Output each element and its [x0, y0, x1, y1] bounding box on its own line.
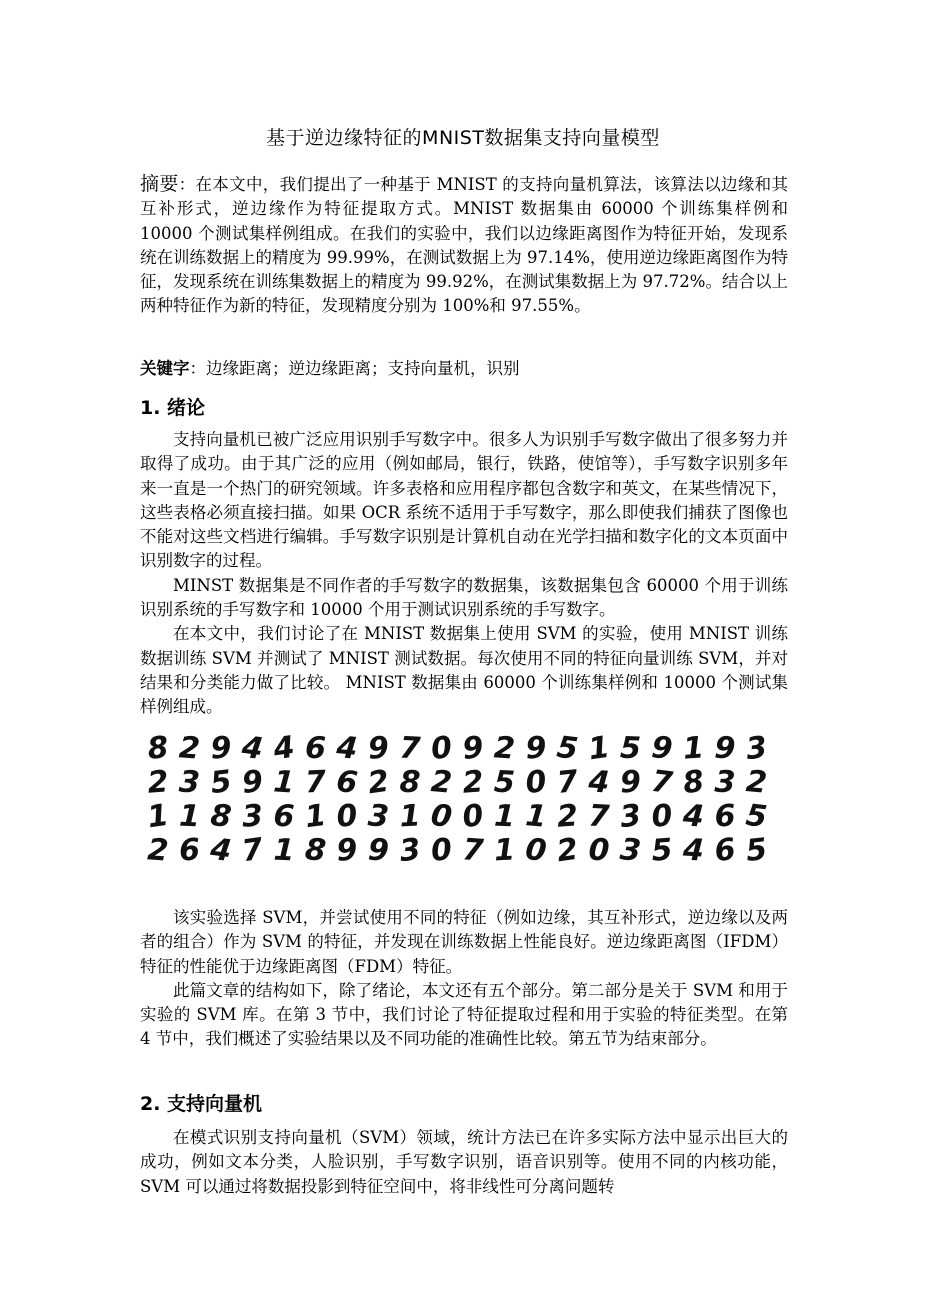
abstract-label: 摘要: [140, 173, 179, 195]
digit-glyph: 1: [586, 729, 612, 768]
paragraph: 在本文中，我们讨论了在 MNIST 数据集上使用 SVM 的实验，使用 MNIST 训练数据训练 SVM 并测试了 MNIST 测试数据。每次使用不同的特征向量训练 SVM，并对结果和分类能力做了比较。 MNIST 数据集由 60000 个训练集样例和 10000 个测试集样例组成。: [140, 624, 788, 717]
digit-glyph: 3: [178, 764, 201, 801]
digit-glyph: 1: [493, 798, 516, 835]
paragraph: 在模式识别支持向量机（SVM）领域，统计方法已在许多实际方法中显示出巨大的成功，例如文本分类，人脸识别，手写数字识别，语音识别等。使用不同的内核功能，SVM 可以通过将数据投影到特征空间中，将非线性可分离问题转: [140, 1128, 788, 1196]
digit-glyph: 5: [619, 730, 642, 767]
digit-glyph: 7: [304, 764, 327, 801]
digit-glyph: 7: [461, 832, 485, 869]
digit-glyph: 9: [524, 730, 548, 767]
section-1-body: [140, 428, 788, 720]
digit-glyph: 2: [429, 764, 454, 801]
digit-grid: [140, 728, 788, 878]
digit-glyph: 2: [146, 764, 170, 801]
digit-glyph: 0: [523, 831, 549, 870]
digit-glyph: 5: [744, 832, 769, 869]
digit-glyph: 9: [650, 730, 674, 767]
digit-glyph: 0: [429, 729, 455, 768]
digit-glyph: 6: [178, 832, 201, 869]
digit-glyph: 1: [681, 730, 706, 767]
keywords: [140, 357, 788, 381]
digit-glyph: 4: [239, 729, 265, 768]
paragraph: MINST 数据集是不同作者的手写数字的数据集，该数据集包含 60000 个用于训练识别系统的手写数字和 10000 个用于测试识别系统的手写数字。: [140, 575, 788, 620]
digit-glyph: 7: [239, 831, 266, 870]
digit-glyph: 0: [649, 798, 675, 835]
abstract-text: ：在本文中，我们提出了一种基于 MNIST 的支持向量机算法，该算法以边缘和其互补形式，逆边缘作为特征提取方式。MNIST 数据集由 60000 个训练集样例和 10000 个测试集样例组成。在我们的实验中，我们以边缘距离图作为特征开始，发现系统在训练数据上的精度为 99.99%，在测试数据上为 97.14%，使用逆边缘距离图作为特征，发现系统在训练集数据上的精度为 99.92%，在测试集数据上为 97.72%。结合以上两种特征作为新的特征，发现精度分别为 100%和 97.55%。: [140, 175, 788, 316]
digit-glyph: 8: [398, 764, 422, 801]
digit-glyph: 3: [240, 798, 265, 835]
digit-glyph: 4: [681, 798, 706, 835]
digit-glyph: 5: [743, 797, 769, 836]
digit-glyph: 3: [713, 764, 737, 801]
digit-glyph: 1: [524, 798, 548, 835]
digit-glyph: 6: [712, 831, 738, 870]
digit-glyph: 7: [555, 764, 580, 801]
digit-glyph: 8: [680, 763, 707, 802]
digit-glyph: 7: [398, 730, 422, 767]
digit-glyph: 0: [587, 832, 611, 869]
digit-glyph: 0: [460, 797, 486, 836]
abstract: [140, 172, 788, 319]
keywords-label: 关键字: [140, 359, 190, 378]
digit-glyph: 3: [397, 831, 423, 870]
digit-glyph: 2: [744, 764, 769, 801]
digit-glyph: 7: [587, 798, 611, 835]
paragraph: 该实验选择 SVM，并尝试使用不同的特征（例如边缘，其互补形式，逆边缘以及两者的组合）作为 SVM 的特征，并发现在训练数据上性能良好。逆边缘距离图（IFDM）特征的性能优于边缘距离图（FDM）特征。: [140, 908, 788, 976]
digit-glyph: 3: [366, 798, 391, 835]
paper-title: 基于逆边缘特征的MNIST数据集支持向量模型: [266, 127, 660, 149]
digit-glyph: 4: [271, 729, 297, 768]
digit-glyph: 2: [492, 730, 517, 767]
digit-glyph: 1: [145, 797, 171, 836]
digit-glyph: 1: [303, 797, 329, 836]
digit-glyph: 9: [713, 730, 737, 767]
digit-glyph: 5: [493, 764, 516, 801]
digit-glyph: 1: [493, 832, 516, 869]
digit-glyph: 2: [555, 798, 580, 835]
section-2-body: [140, 1126, 788, 1199]
digit-glyph: 6: [713, 798, 737, 835]
digit-glyph: 1: [398, 798, 422, 835]
digit-glyph: 2: [554, 831, 581, 870]
paragraph: 此篇文章的结构如下，除了绪论，本文还有五个部分。第二部分是关于 SVM 和用于实验的 SVM 库。在第 3 节中，我们讨论了特征提取过程和用于实验的特征类型。在第 4 节中，我们概述了实验结果以及不同功能的准确性比较。第五节为结束部分。: [140, 980, 788, 1049]
digit-glyph: 8: [303, 832, 328, 869]
digit-glyph: 2: [177, 730, 202, 767]
digit-glyph: 5: [554, 729, 580, 768]
digit-glyph: 9: [335, 832, 359, 869]
section-1-heading: 1. 绪论: [140, 397, 206, 419]
digit-glyph: 4: [587, 764, 611, 801]
digit-glyph: 9: [240, 764, 265, 801]
digit-glyph: 0: [428, 797, 454, 836]
section-1-continued: [140, 906, 788, 1052]
digit-glyph: 8: [209, 798, 233, 835]
digit-glyph: 1: [272, 764, 296, 801]
digit-glyph: 6: [334, 763, 360, 802]
digit-glyph: 6: [304, 730, 327, 767]
digit-glyph: 3: [744, 729, 770, 768]
digit-glyph: 9: [209, 730, 233, 767]
digit-glyph: 4: [208, 831, 234, 870]
digit-glyph: 6: [272, 798, 296, 835]
digit-glyph: 0: [429, 832, 454, 869]
digit-glyph: 3: [618, 832, 643, 869]
section-2-heading: 2. 支持向量机: [140, 1093, 263, 1115]
digit-glyph: 1: [178, 798, 201, 835]
digit-glyph: 3: [618, 797, 644, 836]
digit-glyph: 4: [682, 832, 705, 869]
digit-glyph: 0: [523, 763, 549, 802]
digit-glyph: 4: [335, 730, 359, 767]
digit-glyph: 0: [334, 798, 360, 835]
digit-glyph: 9: [367, 832, 390, 869]
digit-glyph: 2: [365, 763, 392, 802]
keywords-text: ：边缘距离；逆边缘距离；支持向量机，识别: [189, 359, 520, 378]
digit-glyph: 9: [619, 764, 642, 801]
digit-glyph: 5: [208, 763, 234, 802]
digit-glyph: 9: [460, 730, 486, 767]
digit-glyph: 8: [145, 730, 171, 767]
mnist-digit-figure: [140, 728, 788, 878]
digit-glyph: 2: [146, 832, 170, 869]
digit-glyph: 1: [272, 832, 296, 869]
digit-glyph: 5: [650, 832, 674, 869]
paragraph: 支持向量机已被广泛应用识别手写数字中。很多人为识别手写数字做出了很多努力并取得了成功。由于其广泛的应用（例如邮局，银行，铁路，使馆等），手写数字识别多年来一直是一个热门的研究领域。许多表格和应用程序都包含数字和英文，在某些情况下，这些表格必须直接扫描。如果 OCR 系统不适用于手写数字，那么即使我们捕获了图像也不能对这些文档进行编辑。手写数字识别是计算机自动在光学扫描和数字化的文本页面中识别数字的过程。: [140, 430, 788, 571]
digit-glyph: 9: [366, 730, 391, 767]
digit-glyph: 2: [461, 764, 485, 801]
digit-glyph: 7: [649, 763, 675, 802]
